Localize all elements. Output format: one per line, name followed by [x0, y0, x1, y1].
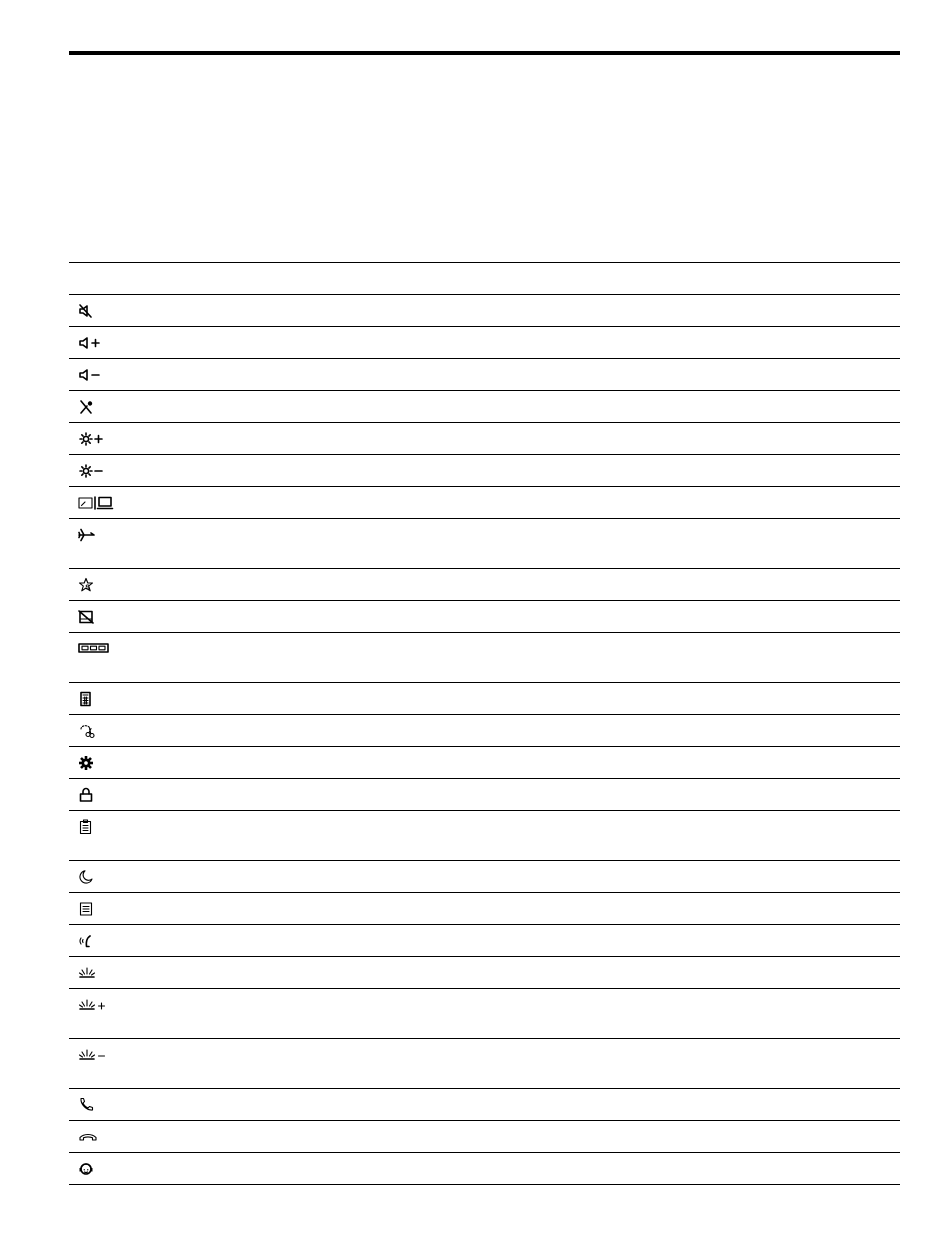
table-row [69, 295, 900, 327]
table-row [69, 811, 900, 861]
key-cell [69, 957, 315, 989]
brightness-up-icon [78, 431, 104, 447]
key-cell [69, 391, 315, 423]
function-cell [315, 683, 900, 715]
key-cell [69, 811, 315, 861]
table-row [69, 487, 900, 519]
function-cell [315, 811, 900, 861]
table-row [69, 1153, 900, 1185]
settings-gear-icon [78, 755, 96, 771]
table-row [69, 1039, 900, 1089]
function-cell [315, 925, 900, 957]
table-row [69, 633, 900, 683]
brightness-down-icon [78, 463, 104, 479]
function-cell [315, 747, 900, 779]
table-row [69, 455, 900, 487]
header-row [69, 263, 900, 295]
key-cell [69, 295, 315, 327]
function-cell [315, 893, 900, 925]
function-cell [315, 861, 900, 893]
multitasking-view-icon [78, 641, 110, 657]
table-row [69, 519, 900, 569]
phone-hangup-icon [78, 1129, 98, 1145]
display-switch-icon [78, 495, 118, 511]
table-row [69, 423, 900, 455]
support-agent-icon [78, 1161, 96, 1177]
function-cell [315, 633, 900, 683]
clipboard-list-icon [78, 819, 94, 835]
key-cell [69, 893, 315, 925]
function-cell [315, 423, 900, 455]
table-row [69, 989, 900, 1039]
key-cell [69, 861, 315, 893]
calculator-icon [78, 691, 94, 707]
keyboard-backlight-up-icon [78, 997, 108, 1013]
speaker-mute-icon [78, 303, 94, 319]
phone-answer-icon [78, 1097, 94, 1113]
table-body [69, 295, 900, 1185]
function-cell [315, 1089, 900, 1121]
function-cell [315, 327, 900, 359]
function-cell [315, 601, 900, 633]
function-cell [315, 957, 900, 989]
key-cell [69, 1039, 315, 1089]
microphone-mute-icon [78, 399, 96, 415]
function-cell [315, 1121, 900, 1153]
key-cell [69, 925, 315, 957]
table-row [69, 601, 900, 633]
key-cell [69, 683, 315, 715]
key-cell [69, 327, 315, 359]
touchpad-disable-icon [78, 609, 96, 625]
voice-input-icon [78, 933, 96, 949]
key-cell [69, 715, 315, 747]
svg-text:S: S [85, 584, 90, 592]
key-cell [69, 569, 315, 601]
table-row [69, 327, 900, 359]
header-function [315, 263, 900, 295]
table-row [69, 715, 900, 747]
table-row [69, 1121, 900, 1153]
top-rule [69, 51, 900, 55]
function-cell [315, 487, 900, 519]
keyboard-backlight-down-icon [78, 1047, 108, 1063]
volume-down-icon [78, 367, 102, 383]
document-icon [78, 901, 94, 917]
function-cell [315, 391, 900, 423]
hotkey-table [69, 262, 900, 1185]
table-row [69, 683, 900, 715]
table-row [69, 359, 900, 391]
table-header [69, 263, 900, 295]
key-cell [69, 359, 315, 391]
table-row [69, 747, 900, 779]
key-cell [69, 989, 315, 1039]
table-row [69, 861, 900, 893]
function-cell [315, 569, 900, 601]
key-cell [69, 779, 315, 811]
key-cell [69, 747, 315, 779]
airplane-mode-icon [78, 527, 96, 543]
key-cell [69, 1089, 315, 1121]
key-cell [69, 487, 315, 519]
table-row [69, 957, 900, 989]
keyboard-backlight-icon [78, 965, 96, 981]
snipping-tool-icon [78, 723, 96, 739]
key-cell [69, 1153, 315, 1185]
function-cell [315, 779, 900, 811]
key-cell [69, 1121, 315, 1153]
key-cell [69, 423, 315, 455]
key-cell [69, 519, 315, 569]
table-row [69, 569, 900, 601]
table-row [69, 893, 900, 925]
function-cell [315, 715, 900, 747]
lock-icon [78, 787, 94, 803]
function-cell [315, 455, 900, 487]
function-cell [315, 1153, 900, 1185]
function-cell [315, 359, 900, 391]
sleep-moon-icon [78, 869, 94, 885]
table-row [69, 1089, 900, 1121]
function-cell [315, 989, 900, 1039]
table-row [69, 925, 900, 957]
table-row [69, 779, 900, 811]
key-cell [69, 455, 315, 487]
function-cell [315, 1039, 900, 1089]
function-cell [315, 295, 900, 327]
volume-up-icon [78, 335, 102, 351]
key-cell [69, 633, 315, 683]
function-cell [315, 519, 900, 569]
smart-assistant-star-icon [78, 577, 96, 593]
header-key [69, 263, 315, 295]
table-row [69, 391, 900, 423]
key-cell [69, 601, 315, 633]
